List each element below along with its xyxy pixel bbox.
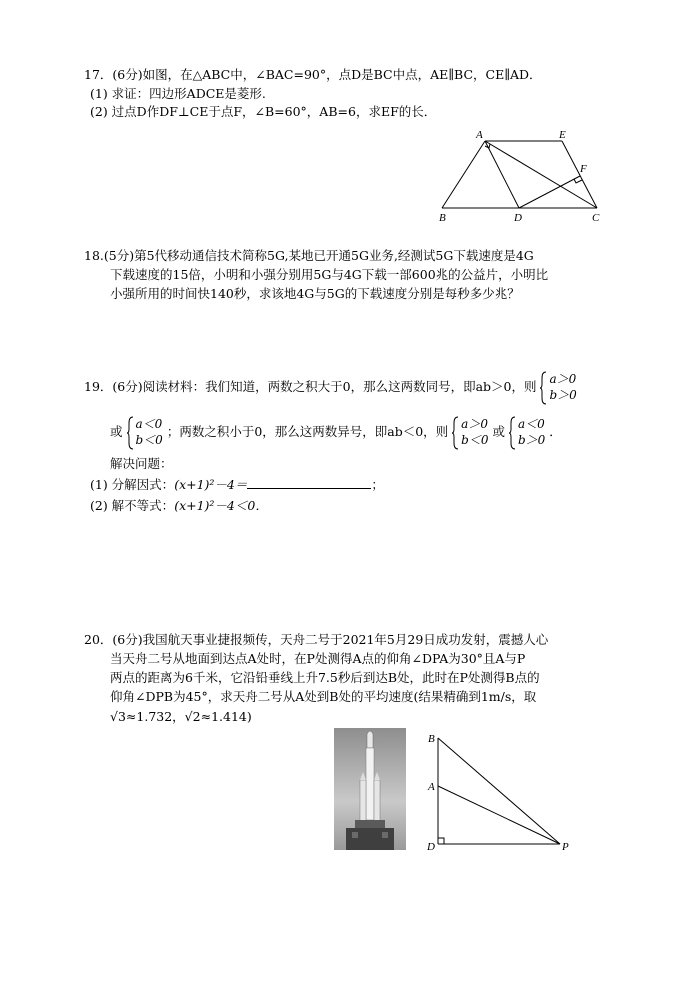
label-a: A bbox=[428, 781, 435, 793]
segment-bp bbox=[438, 738, 560, 844]
segment-ab bbox=[442, 141, 485, 208]
system-2-row-1: a＜0 bbox=[135, 416, 163, 431]
q20-line5: √3≈1.732，√2≈1.414) bbox=[110, 709, 252, 724]
q19-part1 bbox=[90, 475, 384, 494]
answer-blank[interactable] bbox=[247, 475, 371, 489]
rocket-icon bbox=[334, 728, 406, 850]
brace-icon bbox=[540, 371, 547, 405]
system-4-row-2: b＞0 bbox=[517, 432, 546, 447]
q19-part1-expr: (x+1)²－4＝ bbox=[174, 477, 248, 492]
q19-part2 bbox=[90, 497, 268, 515]
q19-part1-label: (1) 分解因式： bbox=[90, 477, 175, 492]
q19-mid-text: ；两数之积小于0，那么这两数异号，即ab＜0，则 bbox=[166, 424, 449, 439]
brace-icon bbox=[509, 416, 516, 450]
label-c: C bbox=[592, 212, 600, 224]
brace-icon bbox=[452, 416, 459, 450]
system-3-row-2: b＜0 bbox=[461, 432, 489, 447]
q18-line3: 小强所用的时间快140秒，求该地4G与5G的下载速度分别是每秒多少兆？ bbox=[110, 286, 520, 301]
inequality-system-3 bbox=[452, 416, 488, 450]
q18-line1: 18.(5分)第5代移动通信技术简称5G,某地已开通5G业务,经测试5G下载速度是4G bbox=[84, 248, 534, 263]
q17-part1: (1) 求证：四边形ADCE是菱形. bbox=[90, 86, 266, 101]
q17-stem: 17．(6分)如图，在△ABC中，∠BAC=90°，点D是BC中点，AE∥BC，CE∥AD． bbox=[84, 67, 542, 82]
label-p: P bbox=[562, 841, 569, 853]
system-4-row-1: a＜0 bbox=[517, 416, 545, 431]
q18-line2: 下载速度的15倍，小明和小强分别用5G与4G下载一部600兆的公益片，小明比 bbox=[110, 267, 549, 282]
label-b: B bbox=[428, 733, 435, 745]
q20-line4: 仰角∠DPB为45°，求天舟二号从A处到B处的平均速度(结果精确到1m/s，取 bbox=[110, 689, 537, 704]
label-d: D bbox=[514, 212, 522, 224]
q19-line1 bbox=[84, 368, 577, 406]
inequality-system-1 bbox=[540, 371, 576, 405]
inequality-system-4 bbox=[509, 416, 545, 450]
system-2-row-2: b＜0 bbox=[135, 432, 163, 447]
q19-part2-expr: (x+1)²－4＜0． bbox=[174, 498, 268, 513]
brace-icon bbox=[127, 416, 134, 450]
inequality-system-2 bbox=[127, 416, 163, 450]
right-angle-mark-f bbox=[574, 179, 582, 183]
q20-line2: 当天舟二号从地面到达点A处时，在P处测得A点的仰角∠DPA为30°且A与P bbox=[110, 651, 526, 666]
system-1-row-1: a＞0 bbox=[549, 371, 577, 386]
label-f: F bbox=[580, 163, 587, 175]
system-1-row-2: b＞0 bbox=[549, 387, 577, 402]
q19-part1-end: ； bbox=[371, 477, 384, 492]
q19-part2-label: (2) 解不等式： bbox=[90, 498, 175, 513]
or-text-1: 或 bbox=[110, 424, 123, 439]
q20-figure bbox=[422, 728, 582, 856]
q19-intro-text: 19．(6分)阅读材料：我们知道，两数之积大于0，那么这两数同号，即ab＞0，则 bbox=[84, 379, 537, 394]
label-d: D bbox=[427, 841, 435, 853]
segment-ap bbox=[438, 786, 560, 844]
q19-period: ． bbox=[549, 424, 562, 439]
q17-figure bbox=[430, 124, 610, 224]
q20-line1: 20．(6分)我国航天事业捷报频传，天舟二号于2021年5月29日成功发射，震撼人心 bbox=[84, 632, 549, 647]
q19-line2 bbox=[110, 413, 562, 451]
or-text-2: 或 bbox=[492, 424, 505, 439]
label-a: A bbox=[476, 129, 483, 141]
right-angle-mark-d bbox=[438, 838, 444, 844]
label-b: B bbox=[439, 212, 446, 224]
system-3-row-1: a＞0 bbox=[461, 416, 488, 431]
q19-heading: 解决问题： bbox=[110, 456, 173, 471]
rocket-photo bbox=[334, 728, 406, 850]
q17-part2: (2) 过点D作DF⊥CE于点F，∠B=60°，AB=6，求EF的长． bbox=[90, 104, 437, 119]
q20-line3: 两点的距离为6千米，它沿铅垂线上升7.5秒后到达B处，此时在P处测得B点的 bbox=[110, 670, 540, 685]
label-e: E bbox=[559, 129, 566, 141]
